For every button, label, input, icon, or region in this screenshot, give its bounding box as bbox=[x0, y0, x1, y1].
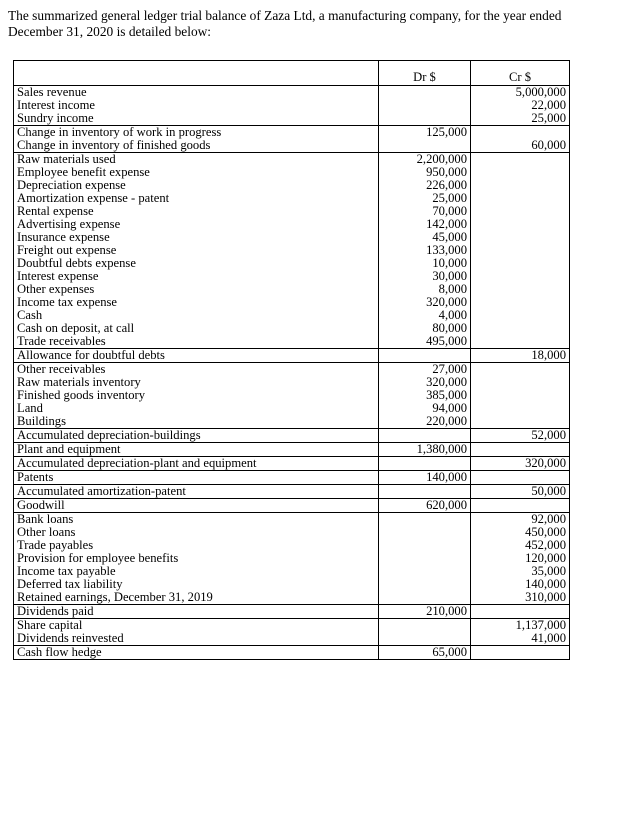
cr-line bbox=[474, 499, 566, 512]
table-row bbox=[14, 153, 570, 349]
cr-line: 22,000 bbox=[531, 98, 566, 112]
cr-line: 25,000 bbox=[531, 111, 566, 125]
table-row bbox=[14, 485, 570, 499]
cell-cr bbox=[471, 126, 570, 153]
dr-line: 1,380,000 bbox=[416, 442, 467, 456]
cell-dr bbox=[379, 153, 471, 349]
cr-line: 52,000 bbox=[531, 428, 566, 442]
table-row bbox=[14, 646, 570, 660]
cell-account bbox=[14, 349, 379, 363]
dr-line bbox=[382, 139, 467, 152]
cr-line: 35,000 bbox=[531, 564, 566, 578]
header-cr: Cr $ bbox=[471, 61, 570, 86]
cr-line bbox=[474, 389, 566, 402]
account-line: Depreciation expense bbox=[17, 178, 126, 192]
account-line: Accumulated depreciation-buildings bbox=[17, 428, 201, 442]
dr-line bbox=[382, 632, 467, 645]
dr-line: 30,000 bbox=[432, 269, 467, 283]
cell-account bbox=[14, 363, 379, 429]
table-row bbox=[14, 126, 570, 153]
account-line: Raw materials used bbox=[17, 152, 116, 166]
account-line: Patents bbox=[17, 470, 54, 484]
account-line: Allowance for doubtful debts bbox=[17, 348, 165, 362]
account-line: Change in inventory of work in progress bbox=[17, 125, 222, 139]
dr-line: 94,000 bbox=[432, 401, 467, 415]
account-line: Accumulated amortization-patent bbox=[17, 484, 186, 498]
table-row bbox=[14, 443, 570, 457]
cr-line: 41,000 bbox=[531, 631, 566, 645]
dr-line: 320,000 bbox=[426, 295, 467, 309]
cr-line bbox=[474, 363, 566, 376]
table-row bbox=[14, 605, 570, 619]
account-line: Other loans bbox=[17, 525, 76, 539]
table-row bbox=[14, 363, 570, 429]
dr-line: 10,000 bbox=[432, 256, 467, 270]
dr-line: 140,000 bbox=[426, 470, 467, 484]
account-line: Share capital bbox=[17, 618, 83, 632]
table-row bbox=[14, 349, 570, 363]
cell-cr bbox=[471, 86, 570, 126]
cell-account bbox=[14, 457, 379, 471]
cell-cr bbox=[471, 471, 570, 485]
trial-balance-table bbox=[13, 60, 570, 660]
account-line: Plant and equipment bbox=[17, 442, 121, 456]
cr-line: 92,000 bbox=[531, 512, 566, 526]
cr-line: 5,000,000 bbox=[515, 85, 566, 99]
dr-line: 27,000 bbox=[432, 362, 467, 376]
cell-cr bbox=[471, 485, 570, 499]
cr-line: 120,000 bbox=[525, 551, 566, 565]
dr-line: 495,000 bbox=[426, 334, 467, 348]
cell-dr bbox=[379, 619, 471, 646]
cell-account bbox=[14, 86, 379, 126]
dr-line: 125,000 bbox=[426, 125, 467, 139]
cell-cr bbox=[471, 363, 570, 429]
cr-line bbox=[474, 471, 566, 484]
cell-cr bbox=[471, 619, 570, 646]
cell-dr bbox=[379, 499, 471, 513]
cell-dr bbox=[379, 86, 471, 126]
cr-line bbox=[474, 335, 566, 348]
table-row bbox=[14, 86, 570, 126]
dr-line bbox=[382, 513, 467, 526]
cr-line bbox=[474, 179, 566, 192]
table-row bbox=[14, 619, 570, 646]
cell-account bbox=[14, 619, 379, 646]
dr-line bbox=[382, 526, 467, 539]
cr-line: 1,137,000 bbox=[515, 618, 566, 632]
cell-account bbox=[14, 605, 379, 619]
cell-dr bbox=[379, 443, 471, 457]
dr-line bbox=[382, 619, 467, 632]
cell-dr bbox=[379, 471, 471, 485]
dr-line: 950,000 bbox=[426, 165, 467, 179]
account-line: Change in inventory of finished goods bbox=[17, 138, 211, 152]
cr-line bbox=[474, 205, 566, 218]
dr-line bbox=[382, 565, 467, 578]
cell-cr bbox=[471, 499, 570, 513]
cell-account bbox=[14, 646, 379, 660]
dr-line: 220,000 bbox=[426, 414, 467, 428]
dr-line: 70,000 bbox=[432, 204, 467, 218]
cr-line bbox=[474, 231, 566, 244]
account-line: Sundry income bbox=[17, 111, 94, 125]
dr-line: 8,000 bbox=[438, 282, 467, 296]
account-line: Provision for employee benefits bbox=[17, 551, 179, 565]
header-account bbox=[14, 61, 379, 86]
cr-line bbox=[474, 244, 566, 257]
table-row bbox=[14, 513, 570, 605]
intro-text: The summarized general ledger trial balance of Zaza Ltd, a manufacturing company, for the year ended December 31, 2020 is detailed below: bbox=[8, 8, 562, 39]
cell-dr bbox=[379, 485, 471, 499]
dr-line bbox=[382, 349, 467, 362]
cr-line: 50,000 bbox=[531, 484, 566, 498]
cell-account bbox=[14, 513, 379, 605]
account-line: Raw materials inventory bbox=[17, 375, 141, 389]
table-row bbox=[14, 457, 570, 471]
dr-line bbox=[382, 112, 467, 125]
account-line: Doubtful debts expense bbox=[17, 256, 136, 270]
cell-dr bbox=[379, 363, 471, 429]
cr-line: 320,000 bbox=[525, 456, 566, 470]
account-line: Dividends reinvested bbox=[17, 631, 124, 645]
cr-line bbox=[474, 605, 566, 618]
account-line: Cash on deposit, at call bbox=[17, 321, 135, 335]
dr-line bbox=[382, 429, 467, 442]
account-line: Amortization expense - patent bbox=[17, 191, 170, 205]
cell-cr bbox=[471, 513, 570, 605]
cr-line bbox=[474, 192, 566, 205]
dr-line bbox=[382, 485, 467, 498]
cell-dr bbox=[379, 126, 471, 153]
account-line: Other receivables bbox=[17, 362, 106, 376]
account-line: Deferred tax liability bbox=[17, 577, 123, 591]
account-line: Income tax expense bbox=[17, 295, 118, 309]
cell-cr bbox=[471, 457, 570, 471]
account-line: Employee benefit expense bbox=[17, 165, 150, 179]
cr-line bbox=[474, 376, 566, 389]
dr-line bbox=[382, 552, 467, 565]
account-line: Finished goods inventory bbox=[17, 388, 146, 402]
cr-line bbox=[474, 322, 566, 335]
cell-dr bbox=[379, 429, 471, 443]
cr-line: 140,000 bbox=[525, 577, 566, 591]
cr-line: 450,000 bbox=[525, 525, 566, 539]
cell-cr bbox=[471, 429, 570, 443]
dr-line: 320,000 bbox=[426, 375, 467, 389]
account-line: Sales revenue bbox=[17, 85, 87, 99]
cell-account bbox=[14, 153, 379, 349]
account-line: Buildings bbox=[17, 414, 66, 428]
account-line: Goodwill bbox=[17, 498, 65, 512]
account-line: Freight out expense bbox=[17, 243, 117, 257]
cell-cr bbox=[471, 646, 570, 660]
header-row bbox=[14, 61, 570, 86]
cell-dr bbox=[379, 349, 471, 363]
account-line: Land bbox=[17, 401, 43, 415]
dr-line: 620,000 bbox=[426, 498, 467, 512]
account-line: Advertising expense bbox=[17, 217, 121, 231]
cr-line: 60,000 bbox=[531, 138, 566, 152]
cr-line bbox=[474, 415, 566, 428]
cell-account bbox=[14, 429, 379, 443]
cell-account bbox=[14, 471, 379, 485]
header-dr: Dr $ bbox=[379, 61, 471, 86]
table-row bbox=[14, 471, 570, 485]
cr-line bbox=[474, 153, 566, 166]
dr-line bbox=[382, 539, 467, 552]
cr-line: 310,000 bbox=[525, 590, 566, 604]
account-line: Accumulated depreciation-plant and equipment bbox=[17, 456, 257, 470]
account-line: Dividends paid bbox=[17, 604, 94, 618]
cr-line bbox=[474, 309, 566, 322]
cell-dr bbox=[379, 605, 471, 619]
cr-line bbox=[474, 296, 566, 309]
dr-line: 2,200,000 bbox=[416, 152, 467, 166]
cell-dr bbox=[379, 646, 471, 660]
cr-line: 18,000 bbox=[531, 348, 566, 362]
table-row bbox=[14, 429, 570, 443]
cell-cr bbox=[471, 349, 570, 363]
dr-line bbox=[382, 591, 467, 604]
cr-line bbox=[474, 257, 566, 270]
cell-account bbox=[14, 443, 379, 457]
cr-line bbox=[474, 402, 566, 415]
dr-line: 210,000 bbox=[426, 604, 467, 618]
dr-line: 25,000 bbox=[432, 191, 467, 205]
cr-line bbox=[474, 283, 566, 296]
cr-line: 452,000 bbox=[525, 538, 566, 552]
account-line: Interest expense bbox=[17, 269, 99, 283]
cr-line bbox=[474, 443, 566, 456]
dr-line: 385,000 bbox=[426, 388, 467, 402]
account-line: Bank loans bbox=[17, 512, 74, 526]
account-line: Income tax payable bbox=[17, 564, 116, 578]
dr-line bbox=[382, 578, 467, 591]
account-line: Trade receivables bbox=[17, 334, 106, 348]
dr-line: 80,000 bbox=[432, 321, 467, 335]
cell-cr bbox=[471, 443, 570, 457]
cr-line bbox=[474, 646, 566, 659]
cr-line bbox=[474, 218, 566, 231]
cell-account bbox=[14, 499, 379, 513]
cell-account bbox=[14, 485, 379, 499]
account-line: Cash flow hedge bbox=[17, 645, 102, 659]
cr-line bbox=[474, 270, 566, 283]
dr-line: 142,000 bbox=[426, 217, 467, 231]
table-row bbox=[14, 499, 570, 513]
dr-line: 4,000 bbox=[438, 308, 467, 322]
account-line: Trade payables bbox=[17, 538, 94, 552]
dr-line: 65,000 bbox=[432, 645, 467, 659]
dr-line bbox=[382, 99, 467, 112]
cell-cr bbox=[471, 153, 570, 349]
cell-cr bbox=[471, 605, 570, 619]
dr-line: 45,000 bbox=[432, 230, 467, 244]
dr-line: 226,000 bbox=[426, 178, 467, 192]
cell-dr bbox=[379, 457, 471, 471]
table-body bbox=[14, 86, 570, 660]
account-line: Retained earnings, December 31, 2019 bbox=[17, 590, 213, 604]
account-line: Other expenses bbox=[17, 282, 95, 296]
account-line: Interest income bbox=[17, 98, 95, 112]
dr-line: 133,000 bbox=[426, 243, 467, 257]
cell-account bbox=[14, 126, 379, 153]
account-line: Rental expense bbox=[17, 204, 94, 218]
dr-line bbox=[382, 457, 467, 470]
cell-dr bbox=[379, 513, 471, 605]
account-line: Insurance expense bbox=[17, 230, 110, 244]
dr-line bbox=[382, 86, 467, 99]
cr-line bbox=[474, 166, 566, 179]
account-line: Cash bbox=[17, 308, 43, 322]
